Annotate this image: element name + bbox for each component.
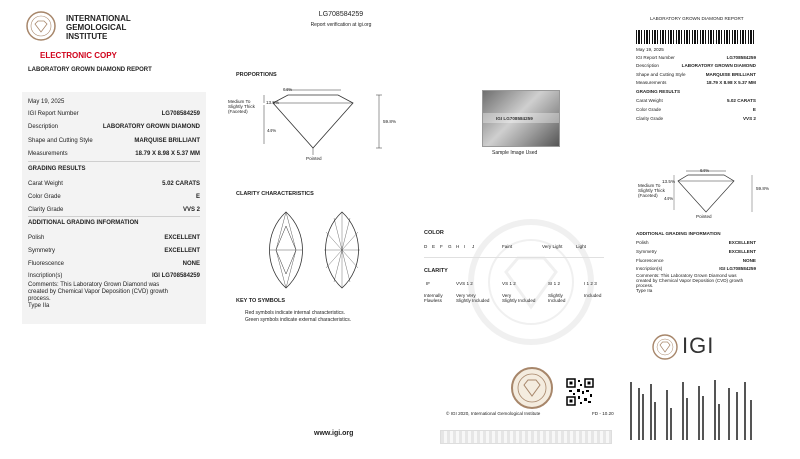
- rotated-fine-print: [628, 378, 758, 444]
- color-letter: D: [424, 244, 428, 249]
- desc-line: Included: [584, 293, 602, 298]
- clarity-grade: SI 1 2: [548, 281, 561, 286]
- clarity-desc: [502, 293, 535, 303]
- desc-line: Slightly Included: [502, 298, 536, 303]
- right-row-measurements: [636, 80, 756, 85]
- right-row-fluorescence: [636, 258, 756, 263]
- girdle-line: Slightly Thick: [228, 104, 255, 109]
- color-faint: Faint: [502, 244, 513, 249]
- clarity-grade: IF: [426, 281, 431, 286]
- igi-logo-seal-icon: [652, 334, 678, 360]
- left-row-clarity: [28, 207, 200, 213]
- color-letter: I: [464, 244, 466, 249]
- clarity-characteristics-title: CLARITY CHARACTERISTICS: [236, 191, 314, 197]
- comments-line: Comments: This Laboratory Grown Diamond was: [636, 273, 737, 278]
- marquise-plot-diagram: [262, 210, 382, 290]
- girdle-line: Medium To: [638, 183, 661, 188]
- org-name: [66, 14, 131, 41]
- row-value: EXCELLENT: [164, 235, 200, 241]
- qr-code-icon[interactable]: [566, 378, 594, 406]
- row-label: Inscription(s): [28, 273, 63, 279]
- left-row-description: [28, 124, 200, 130]
- color-scale: [424, 244, 584, 252]
- girdle-line: Medium To: [228, 99, 251, 104]
- right-comments: [636, 273, 743, 293]
- clarity-scale: [424, 281, 604, 311]
- row-value: MARQUISE BRILLIANT: [705, 72, 756, 77]
- left-row-carat: [28, 181, 200, 187]
- left-row-color: [28, 194, 200, 200]
- row-value: 18.79 X 8.98 X 5.37 MM: [706, 80, 756, 85]
- photo-caption: Sample Image Used: [492, 150, 538, 156]
- row-value: MARQUISE BRILLIANT: [134, 138, 200, 144]
- color-letter: H: [456, 244, 460, 249]
- color-scale-title: COLOR: [424, 230, 444, 236]
- proportions-diagram: [226, 82, 396, 162]
- left-row-shape: [28, 138, 200, 144]
- grading-results-title: GRADING RESULTS: [28, 166, 86, 172]
- desc-line: Included: [548, 298, 566, 303]
- right-row-carat: [636, 98, 756, 103]
- color-letter: J: [472, 244, 475, 249]
- row-label: Polish: [28, 235, 45, 241]
- right-row-report-number: [636, 55, 756, 60]
- row-label: Fluorescence: [636, 258, 664, 263]
- right-girdle-label: [638, 183, 665, 198]
- middle-report-number: LG708584259: [318, 11, 364, 18]
- comments-line: process.: [28, 296, 51, 302]
- row-value: E: [195, 194, 200, 200]
- row-label: Symmetry: [636, 249, 657, 254]
- right-table-percent: 64%: [700, 168, 710, 173]
- row-label: Inscription(s): [636, 266, 663, 271]
- clarity-grade: VVS 1 2: [456, 281, 473, 286]
- row-label: Description: [28, 124, 59, 130]
- desc-line: Internally: [424, 293, 443, 298]
- color-letter: G: [448, 244, 452, 249]
- comments-line: process.: [636, 283, 654, 288]
- comments-line: Comments: This Laboratory Grown Diamond was: [28, 282, 160, 288]
- website-link[interactable]: www.igi.org: [314, 430, 354, 437]
- comments: [28, 282, 168, 310]
- row-value: VVS 2: [742, 116, 756, 121]
- row-value: EXCELLENT: [728, 249, 756, 254]
- right-row-polish: [636, 240, 756, 245]
- row-label: Clarity Grade: [636, 116, 664, 121]
- right-row-color: [636, 107, 756, 112]
- proportions-title: PROPORTIONS: [236, 72, 277, 78]
- row-value: NONE: [182, 261, 200, 267]
- right-report-title: LABORATORY GROWN DIAMOND REPORT: [650, 16, 744, 21]
- comments-line: created by Chemical Vapor Deposition (CVD) growth: [636, 278, 744, 283]
- desc-line: Very: [502, 293, 512, 298]
- report-title: LABORATORY GROWN DIAMOND REPORT: [28, 67, 152, 73]
- desc-line: Slightly Included: [456, 298, 490, 303]
- igi-gold-seal-icon: [510, 366, 554, 410]
- row-value: 18.79 X 8.98 X 5.37 MM: [135, 151, 200, 157]
- row-label: Shape and Cutting Style: [636, 72, 686, 77]
- girdle-label: [228, 99, 255, 114]
- report-date: May 19, 2025: [28, 99, 65, 105]
- color-letter: E: [432, 244, 436, 249]
- sample-photo: [482, 90, 560, 147]
- additional-grading-title: ADDITIONAL GRADING INFORMATION: [28, 220, 139, 226]
- row-label: Clarity Grade: [28, 207, 64, 213]
- row-label: Measurements: [28, 151, 68, 157]
- verify-text: Report verification at igi.org: [310, 22, 372, 28]
- desc-line: Very Very: [456, 293, 476, 298]
- row-label: IGI Report Number: [636, 55, 675, 60]
- girdle-line: Slightly Thick: [638, 188, 665, 193]
- org-line-3: INSTITUTE: [66, 32, 108, 41]
- color-light: Light: [576, 244, 586, 249]
- left-row-polish: [28, 235, 200, 241]
- clarity-desc: [548, 293, 565, 303]
- clarity-grade: VS 1 2: [502, 281, 516, 286]
- right-date: May 19, 2025: [636, 47, 664, 52]
- right-row-shape: [636, 72, 756, 77]
- left-row-symmetry: [28, 248, 200, 254]
- comments-line: created by Chemical Vapor Deposition (CVD) growth: [28, 289, 168, 295]
- form-code: FD - 10.20: [592, 411, 614, 416]
- row-value: E: [752, 107, 756, 112]
- divider: [424, 257, 604, 258]
- barcode: [636, 30, 756, 44]
- depth-percent: 59.8%: [383, 119, 397, 124]
- pavilion-percent: 44%: [267, 128, 277, 133]
- row-value: LG708584259: [161, 111, 200, 117]
- row-value: IGI LG708584259: [151, 273, 200, 279]
- copyright: © IGI 2020, International Gemological Institute: [446, 411, 541, 416]
- row-label: Description: [636, 63, 659, 68]
- right-grading-title: GRADING RESULTS: [636, 89, 681, 94]
- crown-percent: 13.5%: [266, 100, 280, 105]
- right-culet: Pointed: [696, 214, 712, 219]
- clarity-grade: I 1 2 3: [584, 281, 597, 286]
- row-label: Measurements: [636, 80, 667, 85]
- row-label: Carat Weight: [636, 98, 663, 103]
- divider: [28, 216, 200, 217]
- key-text: [245, 310, 351, 324]
- desc-line: Flawless: [424, 298, 442, 303]
- comments-line: Type IIa: [28, 303, 50, 309]
- right-row-description: [636, 63, 756, 68]
- org-line-2: GEMOLOGICAL: [66, 23, 127, 32]
- right-row-symmetry: [636, 249, 756, 254]
- color-letter: F: [440, 244, 443, 249]
- comments-line: Type IIa: [636, 288, 653, 293]
- row-label: Symmetry: [28, 248, 55, 254]
- electronic-copy-label: ELECTRONIC COPY: [40, 51, 117, 60]
- desc-line: Slightly: [548, 293, 563, 298]
- right-row-inscription: [636, 266, 756, 271]
- security-strip: [440, 430, 612, 444]
- igi-seal-icon: [26, 11, 56, 41]
- row-value: EXCELLENT: [728, 240, 756, 245]
- clarity-desc: [456, 293, 489, 303]
- row-value: EXCELLENT: [164, 248, 200, 254]
- row-label: Shape and Cutting Style: [28, 138, 93, 144]
- clarity-desc: [584, 293, 601, 298]
- divider: [28, 161, 200, 162]
- key-line: Green symbols indicate external characteristics.: [245, 317, 352, 323]
- culet-label: Pointed: [306, 156, 322, 161]
- left-row-measurements: [28, 151, 200, 157]
- right-additional-title: ADDITIONAL GRADING INFORMATION: [636, 231, 721, 236]
- girdle-line: (Faceted): [638, 193, 658, 198]
- girdle-line: (Faceted): [228, 109, 248, 114]
- row-label: Color Grade: [28, 194, 61, 200]
- key-line: Red symbols indicate internal characteristics.: [245, 310, 346, 316]
- row-value: 5.02 CARATS: [726, 98, 756, 103]
- org-line-1: INTERNATIONAL: [66, 14, 131, 23]
- left-row-report-number: [28, 111, 200, 117]
- left-row-fluorescence: [28, 261, 200, 267]
- left-row-inscription: [28, 273, 200, 279]
- row-value: NONE: [742, 258, 756, 263]
- right-pavilion-percent: 44%: [664, 196, 674, 201]
- right-row-clarity: [636, 116, 756, 121]
- photo-inscription: IGI LG708584259: [496, 116, 533, 121]
- right-depth-percent: 59.8%: [756, 186, 770, 191]
- row-label: Fluorescence: [28, 261, 65, 267]
- key-to-symbols-title: KEY TO SYMBOLS: [236, 298, 286, 304]
- table-percent: 64%: [283, 87, 293, 92]
- row-value: VVS 2: [182, 207, 200, 213]
- row-value: LABORATORY GROWN DIAMOND: [681, 63, 756, 68]
- row-label: Carat Weight: [28, 181, 63, 187]
- color-very-light: Very Light: [542, 244, 563, 249]
- igi-logo-text: IGI: [682, 333, 715, 358]
- row-value: IGI LG708584259: [719, 266, 756, 271]
- right-crown-percent: 13.5%: [662, 179, 676, 184]
- row-label: Polish: [636, 240, 649, 245]
- row-value: 5.02 CARATS: [162, 181, 200, 187]
- row-value: LABORATORY GROWN DIAMOND: [102, 124, 200, 130]
- clarity-desc: [424, 293, 443, 303]
- clarity-scale-title: CLARITY: [424, 268, 448, 274]
- row-value: LG708584259: [726, 55, 756, 60]
- row-label: IGI Report Number: [28, 111, 79, 117]
- row-label: Color Grade: [636, 107, 662, 112]
